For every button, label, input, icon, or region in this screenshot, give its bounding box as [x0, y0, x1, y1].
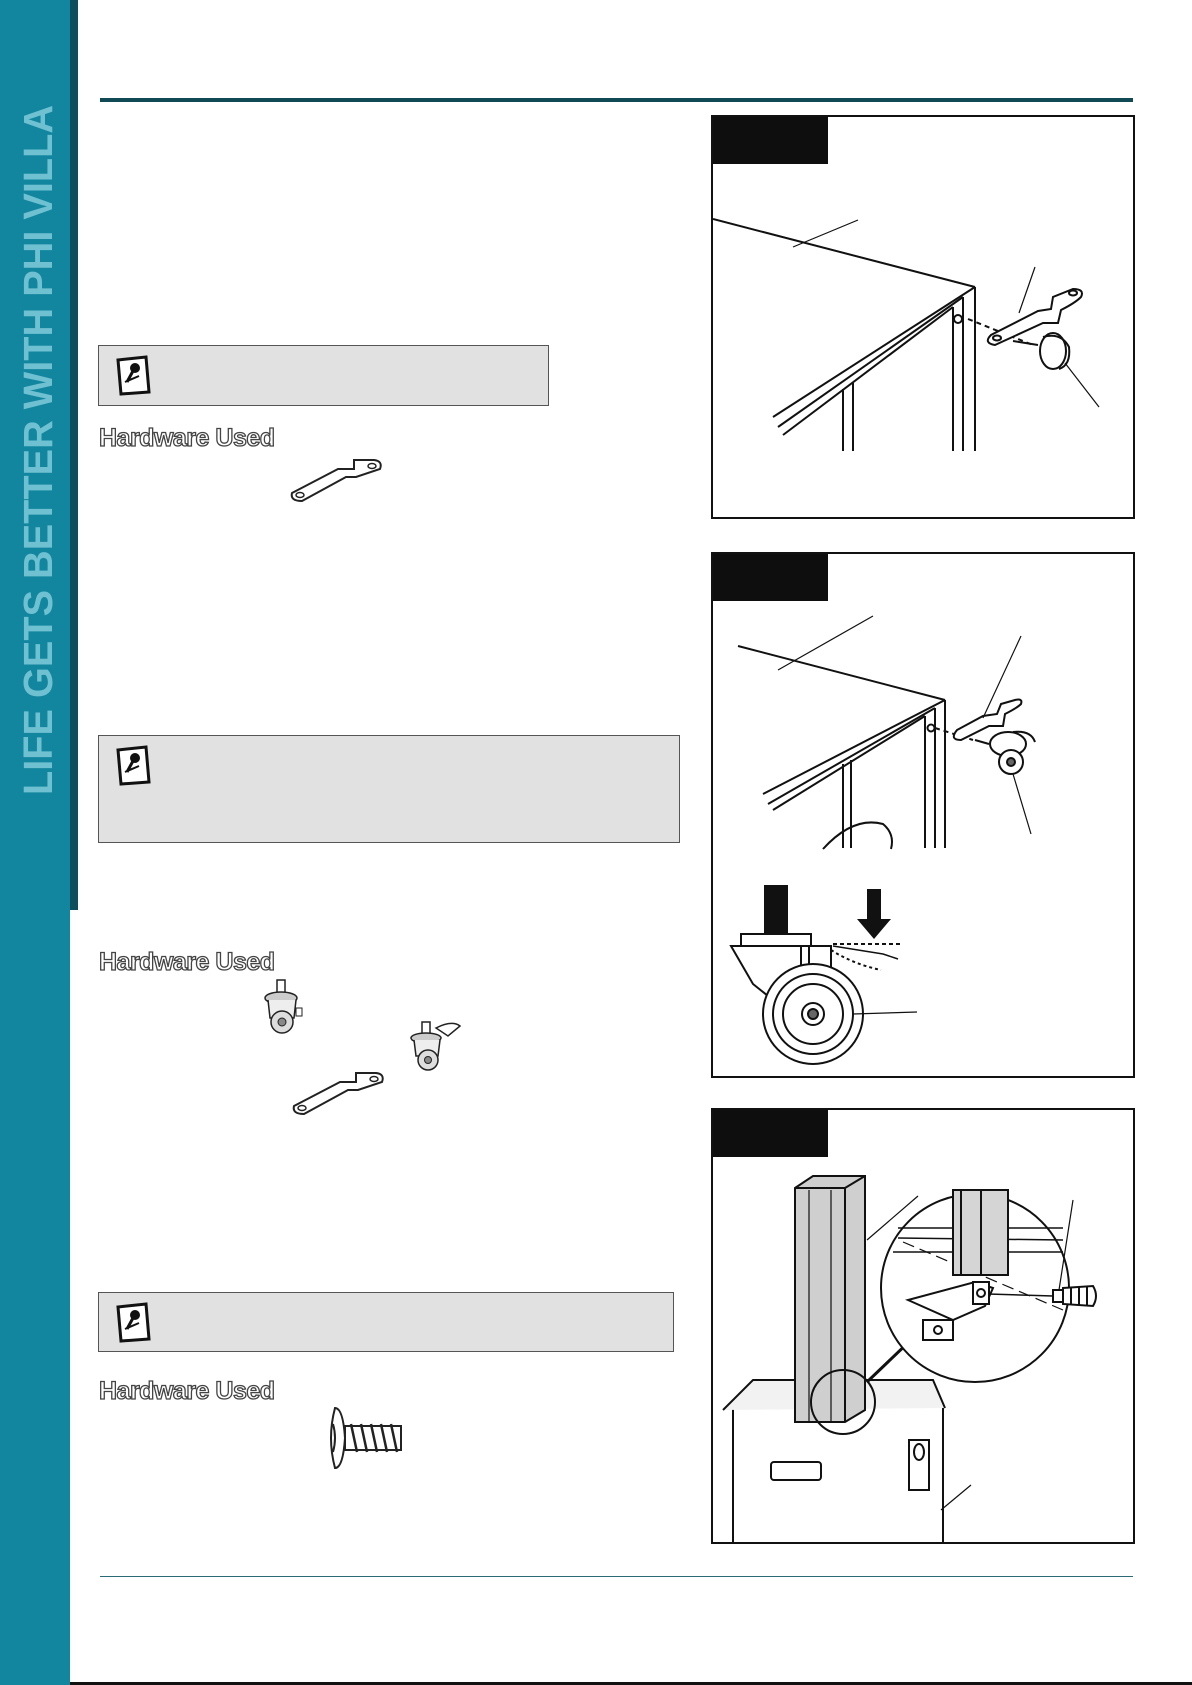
note-pin-icon	[113, 352, 153, 398]
note-box-3	[98, 1292, 674, 1352]
hardware-used-label-2: Hardware Used	[99, 948, 275, 976]
footer-rule	[100, 1576, 1133, 1577]
illustration-panel-2	[711, 552, 1135, 1078]
illustration-panel-1	[711, 115, 1135, 519]
pole-mount-diagram	[713, 1110, 1133, 1542]
note-pin-icon	[113, 742, 153, 788]
illustration-panel-3	[711, 1108, 1135, 1544]
bracket-icon	[288, 455, 388, 503]
note-pin-icon	[113, 1299, 153, 1345]
note-box-1	[98, 345, 549, 406]
header-rule	[100, 98, 1133, 102]
note-box-2	[98, 735, 680, 843]
sidebar-accent-bar	[70, 0, 78, 910]
caster-install-diagram	[713, 554, 1133, 1076]
sidebar-tagline: LIFE GETS BETTER WITH PHI VILLA	[15, 82, 61, 795]
locking-caster-wheel-icon	[408, 1018, 466, 1074]
screw-icon	[325, 1404, 409, 1472]
hardware-used-label-1: Hardware Used	[99, 424, 275, 452]
bracket-icon	[290, 1068, 390, 1116]
bracket-knob-diagram	[713, 117, 1133, 517]
hardware-used-label-3: Hardware Used	[99, 1377, 275, 1405]
caster-wheel-icon	[260, 978, 310, 1036]
sidebar-tagline-graphic	[0, 0, 70, 900]
